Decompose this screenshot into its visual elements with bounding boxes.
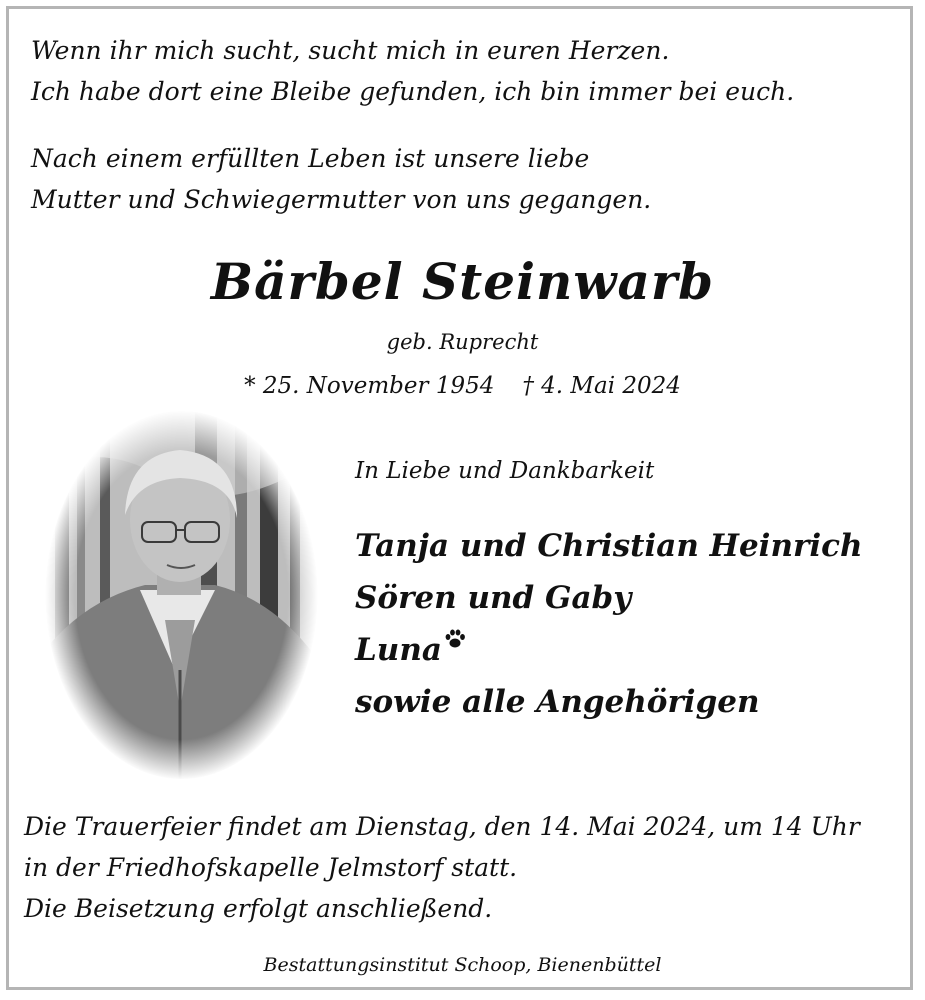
death-date: † 4. Mai 2024 [522,373,681,399]
mourners-list [355,520,863,728]
intro-line-2: Mutter und Schwiegermutter von uns gegangen. [31,185,652,214]
mourner-line-1: Tanja und Christian Heinrich [355,528,863,564]
mourner-line-3 [355,624,863,676]
deceased-name: Bärbel Steinwarb [210,252,715,311]
mourner-luna: Luna [355,632,442,668]
mourners-heading: In Liebe und Dankbarkeit [355,458,655,484]
service-line-2: in der Friedhofskapelle Jelmstorf statt. [24,853,518,882]
undertaker-credit: Bestattungsinstitut Schoop, Bienenbüttel [263,954,662,976]
portrait-photo [45,410,318,780]
intro-line-1: Nach einem erfüllten Leben ist unsere liebe [31,144,590,173]
mourner-line-2: Sören und Gaby [355,580,632,616]
intro-block [31,138,651,220]
birth-date: * 25. November 1954 [244,373,495,399]
service-line-3: Die Beisetzung erfolgt anschließend. [24,894,493,923]
paw-print-icon [444,628,466,650]
life-dates [0,373,925,399]
service-block [24,806,860,929]
maiden-name: geb. Ruprecht [386,330,539,354]
service-line-1: Die Trauerfeier findet am Dienstag, den 14. Mai 2024, um 14 Uhr [24,812,860,841]
mourner-line-4: sowie alle Angehörigen [355,684,760,720]
verse-line-2: Ich habe dort eine Bleibe gefunden, ich bin immer bei euch. [31,77,795,106]
verse-block [31,30,794,112]
verse-line-1: Wenn ihr mich sucht, sucht mich in euren Herzen. [31,36,670,65]
